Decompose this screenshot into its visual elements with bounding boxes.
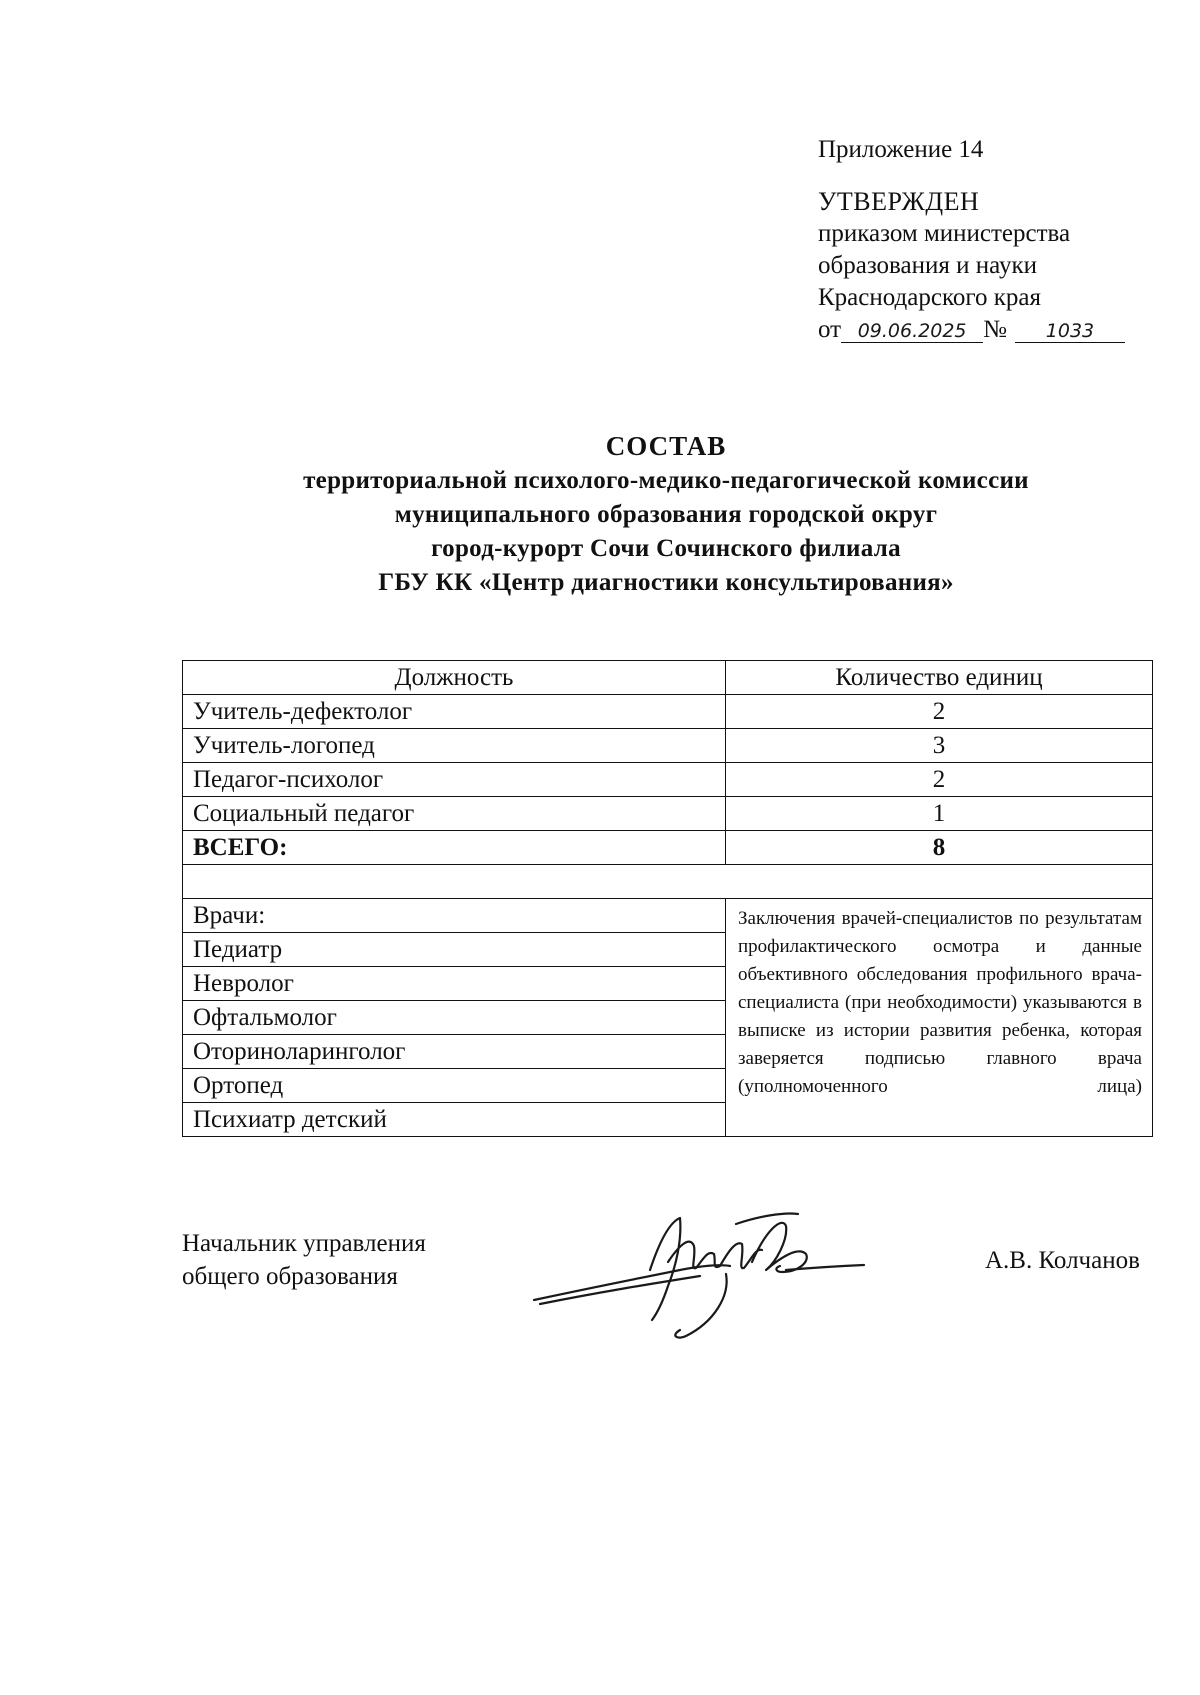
- doctors-note-text: Заключения врачей-специалистов по результатам профилактического осмотра и данные объективного обследования профильного врача-специалиста (при необходимости) указываются в выписке из истории развития ребенка, которая заверяется подписью главного врача (уполномоченного лица): [738, 908, 1142, 1097]
- handwritten-date: 09.06.2025: [841, 320, 983, 343]
- table-header-row: [183, 661, 1153, 695]
- signatory-name: А.В. Колчанов: [985, 1247, 1140, 1274]
- staff-table: [182, 660, 1153, 1137]
- title-line-1: территориальной психолого-медико-педагогической комиссии: [303, 467, 1029, 494]
- row-units: 1: [726, 797, 1153, 831]
- handwritten-number: 1033: [1015, 320, 1125, 343]
- title-line-3: город-курорт Сочи Сочинского филиала: [431, 535, 901, 562]
- approval-line-3: Краснодарского края: [818, 284, 1041, 311]
- doctor-label: Офтальмолог: [183, 1001, 726, 1035]
- table-row: [183, 729, 1153, 763]
- table-row: [183, 695, 1153, 729]
- header-position: Должность: [183, 661, 726, 695]
- approved-label: УТВЕРЖДЕН: [818, 187, 980, 216]
- handwritten-signature: [530, 1200, 870, 1340]
- signatory-position: [182, 1227, 426, 1293]
- doctor-label: Ортопед: [183, 1069, 726, 1103]
- doctor-row: [183, 899, 1153, 933]
- approval-line-1: приказом министерства: [818, 220, 1071, 247]
- doctor-label: Невролог: [183, 967, 726, 1001]
- doctor-label: Психиатр детский: [183, 1103, 726, 1137]
- appendix-label: Приложение 14: [818, 136, 984, 163]
- title-heading: СОСТАВ: [605, 431, 727, 461]
- title-line-2: муниципального образования городской округ: [394, 501, 938, 528]
- order-date-number: [818, 314, 1148, 346]
- document-title: [0, 428, 1200, 600]
- signatory-position-line-1: Начальник управления: [182, 1230, 426, 1257]
- number-sign: №: [983, 316, 1007, 343]
- row-position: Учитель-логопед: [183, 729, 726, 763]
- row-units: 2: [726, 763, 1153, 797]
- row-position: Учитель-дефектолог: [183, 695, 726, 729]
- doctor-label: Педиатр: [183, 933, 726, 967]
- approval-block: [818, 134, 1148, 346]
- doctor-label: Оториноларинголог: [183, 1035, 726, 1069]
- title-line-4: ГБУ КК «Центр диагностики консультирования»: [378, 569, 954, 596]
- table-spacer-row: [183, 865, 1153, 899]
- doctor-label: Врачи:: [183, 899, 726, 933]
- doctors-note: [726, 899, 1153, 1137]
- row-position: Социальный педагог: [183, 797, 726, 831]
- signatory-position-line-2: общего образования: [182, 1263, 398, 1290]
- total-label: ВСЕГО:: [183, 831, 726, 865]
- header-units: Количество единиц: [726, 661, 1153, 695]
- row-units: 3: [726, 729, 1153, 763]
- row-position: Педагог-психолог: [183, 763, 726, 797]
- table-row: [183, 763, 1153, 797]
- table-total-row: [183, 831, 1153, 865]
- spacer-cell: [183, 865, 1153, 899]
- from-prefix: от: [818, 316, 842, 343]
- table-row: [183, 797, 1153, 831]
- total-units: 8: [726, 831, 1153, 865]
- row-units: 2: [726, 695, 1153, 729]
- approval-line-2: образования и науки: [818, 252, 1037, 279]
